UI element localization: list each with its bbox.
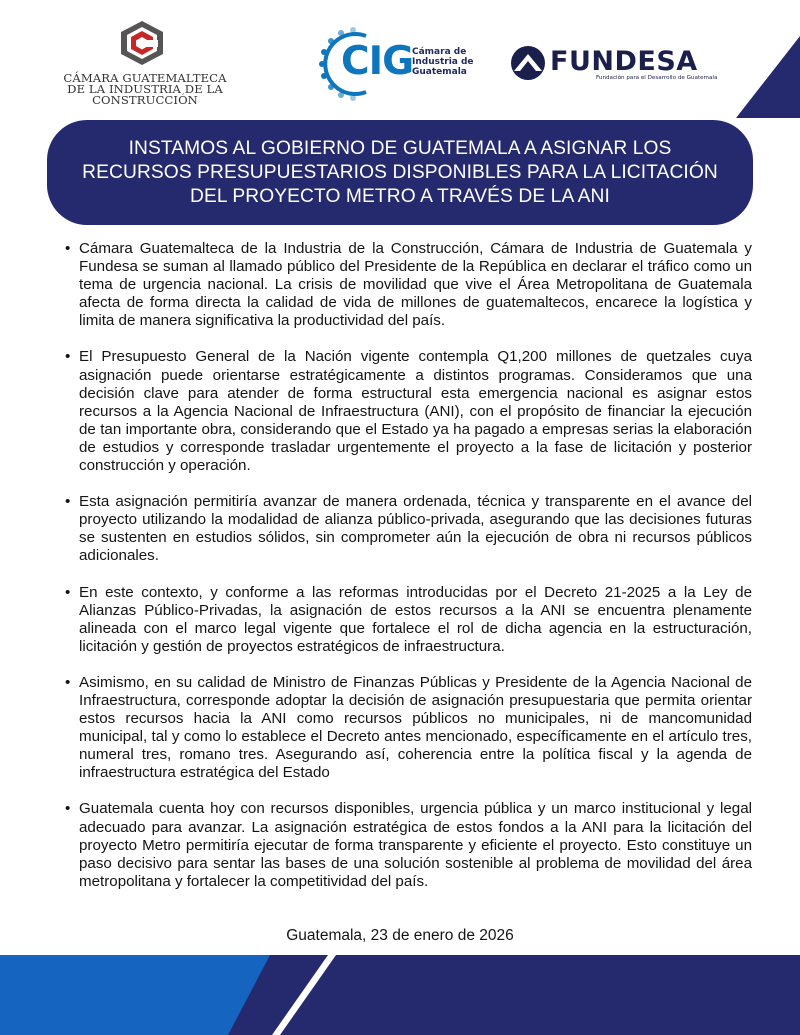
paragraph-text: Esta asignación permitiría avanzar de manera ordenada, técnica y transparente en el avance del proyecto utilizando la modalidad de alianza público-privada, asegurando que las decisiones futuras se sustenten en estudios sólidos, sin comprometer aún la ejecución de obra ni recursos públicos adicionales. [79, 493, 752, 565]
cig-line3: Guatemala [412, 67, 467, 77]
bullet-marker: • [65, 240, 71, 257]
cgic-line2: DE LA INDUSTRIA DE LA [67, 82, 223, 96]
cgic-line3: CONSTRUCCIÓN [92, 93, 198, 107]
paragraph-text: Cámara Guatemalteca de la Industria de la Construcción, Cámara de Industria de Guatemala y Fundesa se suman al llamado público del Presidente de la República en declarar el tráfico como un tema de urgencia nacional. La crisis de movilidad que vive el Área Metropolitana de Guatemala afecta de forma directa la calidad de vida de millones de guatemaltecos, encarece la logística y limita de manera significativa la productividad del país. [79, 240, 752, 330]
fundesa-logo [510, 42, 725, 87]
bullet-marker: • [65, 583, 71, 601]
list-item [62, 240, 752, 330]
date-line: Guatemala, 23 de enero de 2026 [286, 927, 514, 944]
list-item [62, 348, 752, 475]
fundesa-tagline: Fundación para el Desarrollo de Guatemala [596, 75, 718, 81]
corner-decoration-top-right [720, 0, 800, 120]
bullet-marker: • [65, 348, 71, 366]
paragraph-text: Asimismo, en su calidad de Ministro de Finanzas Públicas y Presidente de la Agencia Nacional de Infraestructura, corresponde adoptar la decisión de asignación presupuestaria que permita orientar estos recursos hacia la ANI como recursos públicos no municipales, ni de mancomunidad municipal, tal y como lo establece el Decreto antes mencionado, específicamente en el artículo tres, numeral tres, romano tres. Asegurando así, coherencia entre la política fiscal y la agenda de infraestructura estratégica del Estado [79, 673, 752, 782]
list-item [62, 674, 752, 783]
banner-line3: DEL PROYECTO METRO A TRAVÉS DE LA ANI [190, 185, 610, 207]
cig-acronym: CIG [341, 39, 414, 84]
paragraph-text: En este contexto, y conforme a las reformas introducidas por el Decreto 21-2025 a la Ley de Alianzas Público-Privadas, la asignación de estos recursos a la ANI se encuentra plenamente alineada con el marco legal vigente que fortalece el rol de dicha agencia en la estructuración, licitación y gestión de proyectos estratégicos de infraestructura. [79, 583, 752, 655]
bullet-marker: • [65, 800, 71, 818]
footer-decoration [0, 955, 800, 1035]
list-item [62, 800, 752, 890]
cgic-line1: CÁMARA GUATEMALTECA [63, 71, 227, 85]
cig-line2: Industria de [412, 57, 474, 67]
statement-list [62, 240, 752, 909]
cig-line1: Cámara de [412, 47, 467, 57]
banner-line1: INSTAMOS AL GOBIERNO DE GUATEMALA A ASIGNAR LOS [128, 137, 672, 159]
banner-line2: RECURSOS PRESUPUESTARIOS DISPONIBLES PARA LA LICITACIÓN [82, 161, 718, 183]
cig-subtitle [412, 47, 474, 77]
paragraph-text: Guatemala cuenta hoy con recursos disponibles, urgencia pública y un marco institucional y legal adecuado para avanzar. La asignación estratégica de estos fondos a la ANI para la licitación del proyecto Metro permitiría ejecutar de forma transparente y eficiente el proyecto. Esto constituye un paso decisivo para sentar las bases de una solución sostenible al problema de movilidad del área metropolitana y fortalecer la competitividad del país. [79, 800, 752, 890]
banner-title [82, 137, 718, 209]
paragraph-text: El Presupuesto General de la Nación vigente contempla Q1,200 millones de quetzales cuya asignación puede orientarse estratégicamente a distintos programas. Consideramos que una decisión clave para atender de forma estructural esta emergencia nacional es asignar estos recursos a la Agencia Nacional de Infraestructura (ANI), con el propósito de financiar la ejecución de tan importante obra, considerando que el Estado ya ha pagado a empresas serias la elaboración de estudios y corresponde trasladar urgentemente el proyecto a la fase de licitación y posterior construcción y operación. [79, 348, 752, 475]
cgic-emblem-icon [119, 20, 165, 66]
cig-logo [318, 24, 478, 104]
fundesa-globe-icon [510, 45, 546, 81]
title-banner [47, 120, 753, 225]
list-item [62, 584, 752, 656]
cgic-name [40, 73, 250, 106]
fundesa-name: FUNDESA [550, 46, 698, 77]
cgic-logo [40, 20, 245, 120]
bullet-marker: • [65, 673, 71, 691]
bullet-marker: • [65, 493, 71, 511]
list-item [62, 493, 752, 565]
